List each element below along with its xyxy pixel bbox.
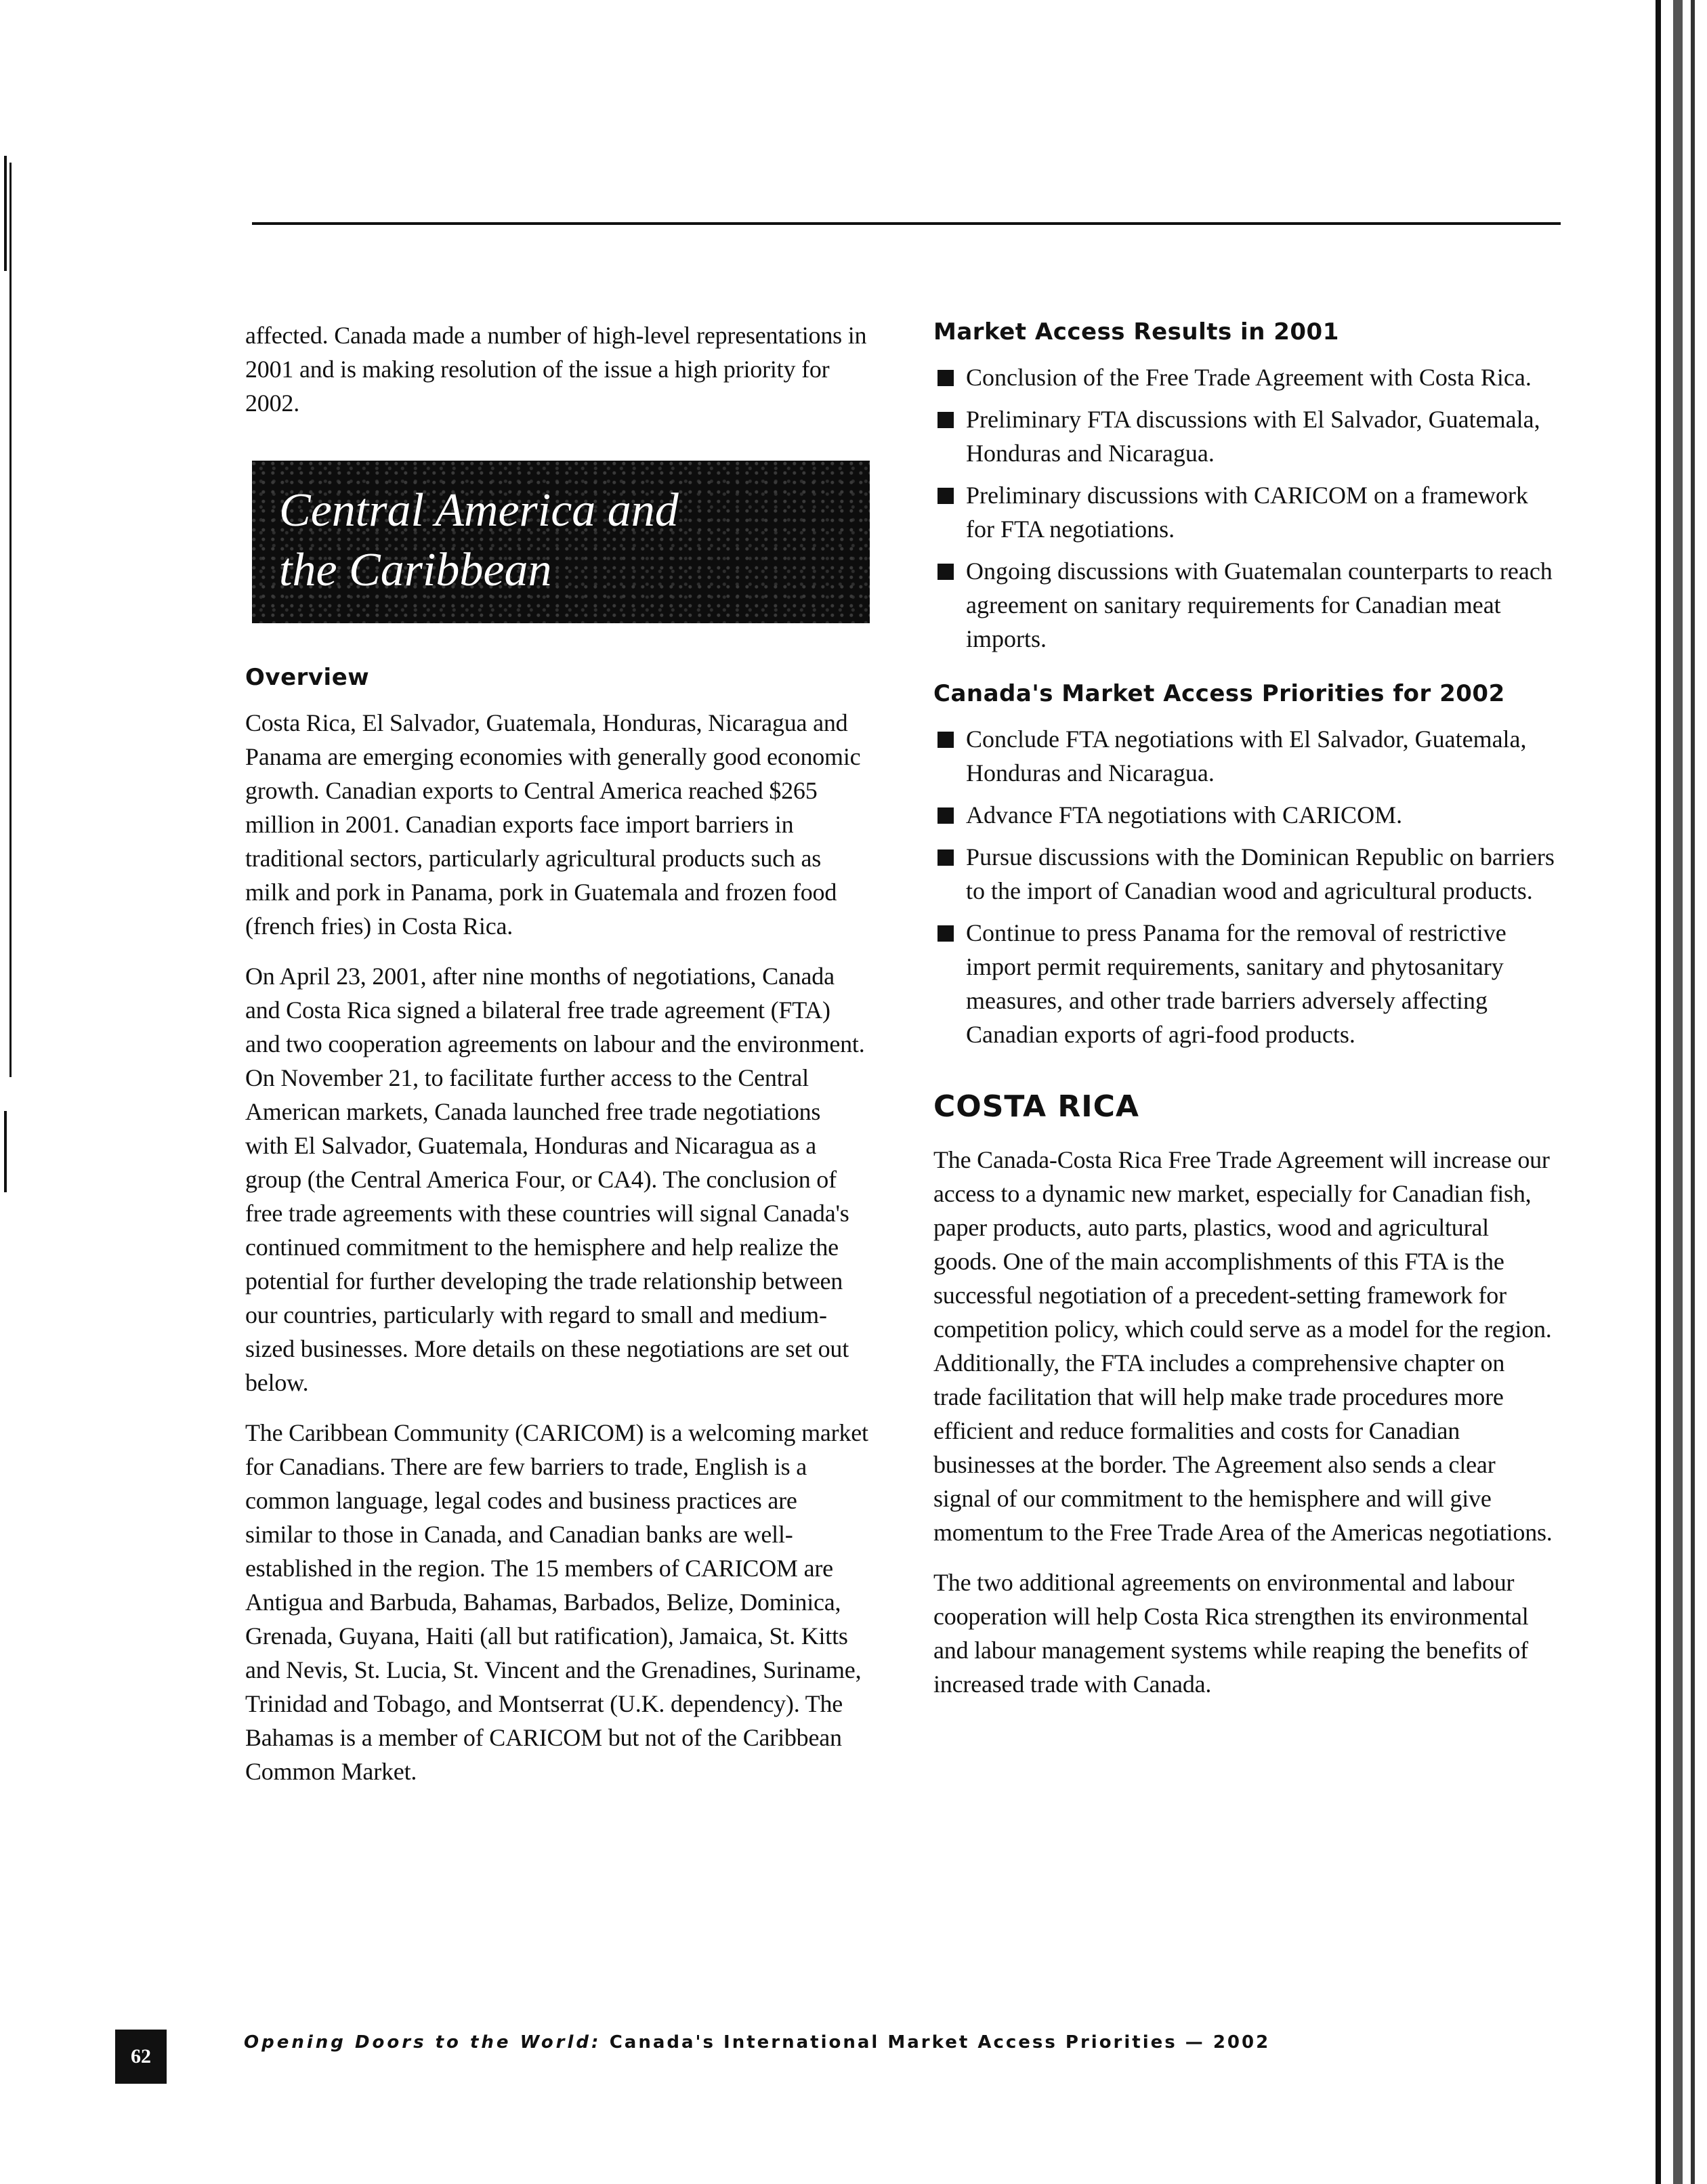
footer-title-italic: Opening Doors to the World: bbox=[244, 2032, 602, 2053]
overview-paragraph-1: Costa Rica, El Salvador, Guatemala, Honduras, Nicaragua and Panama are emerging economies with generally good economic growth. Canadian exports to Central America reached $265 million in 2001. Canadian exports face import barriers in traditional sectors, particularly agricultural products such as milk and pork in Panama, pork in Guatemala and frozen food (french fries) in Costa Rica. bbox=[245, 709, 861, 940]
scan-edge-right-1 bbox=[1656, 0, 1661, 2184]
list-item: Pursue discussions with the Dominican Republic on barriers to the import of Canadian wood and agricultural products. bbox=[933, 840, 1557, 908]
scan-edge-left-3 bbox=[4, 1111, 7, 1192]
overview-paragraph-3: The Caribbean Community (CARICOM) is a welcoming market for Canadians. There are few barriers to trade, English is a common language, legal codes and business practices are similar to those in Canada, and Canadian banks are well-established in the region. The 15 members of CARICOM are Antigua and Barbuda, Bahamas, Barbados, Belize, Dominica, Grenada, Guyana, Haiti (all but ratification), Jamaica, St. Kitts and Nevis, St. Lucia, St. Vincent and the Grenadines, Suriname, Trinidad and Tobago, and Montserrat (U.K. dependency). The Bahamas is a member of CARICOM but not of the Caribbean Common Market. bbox=[245, 1419, 868, 1785]
section-banner bbox=[252, 461, 870, 623]
list-item: Continue to press Panama for the removal of restrictive import permit requirements, sanitary and phytosanitary measures, and other trade barriers adversely affecting Canadian exports of agri-food products. bbox=[933, 916, 1557, 1051]
running-footer bbox=[244, 2032, 1463, 2053]
overview-paragraph-2: On April 23, 2001, after nine months of negotiations, Canada and Costa Rica signed a bilateral free trade agreement (FTA) and two cooperation agreements on labour and the environment. On November 21, to facilitate further access to the Central American markets, Canada launched free trade negotiations with El Salvador, Guatemala, Honduras and Nicaragua as a group (the Central America Four, or CA4). The conclusion of free trade agreements with these countries will signal Canada's continued commitment to the hemisphere and help realize the potential for further developing the trade relationship between our countries, particularly with regard to small and medium-sized businesses. More details on these negotiations are set out below. bbox=[245, 963, 865, 1396]
list-item: Ongoing discussions with Guatemalan counterparts to reach agreement on sanitary requirements for Canadian meat imports. bbox=[933, 554, 1557, 656]
left-column bbox=[245, 318, 868, 1805]
intro-paragraph: affected. Canada made a number of high-level representations in 2001 and is making resolution of the issue a high priority for 2002. bbox=[245, 322, 867, 417]
scan-edge-right-3 bbox=[1691, 0, 1695, 2184]
list-item: Advance FTA negotiations with CARICOM. bbox=[933, 798, 1557, 832]
list-item: Conclusion of the Free Trade Agreement with Costa Rica. bbox=[933, 360, 1557, 394]
country-heading: COSTA RICA bbox=[933, 1089, 1139, 1124]
page-number: 62 bbox=[115, 2030, 167, 2084]
scan-edge-left-1 bbox=[4, 156, 7, 271]
list-item: Preliminary discussions with CARICOM on a framework for FTA negotiations. bbox=[933, 478, 1557, 546]
top-rule bbox=[252, 222, 1561, 225]
list-item: Preliminary FTA discussions with El Salvador, Guatemala, Honduras and Nicaragua. bbox=[933, 402, 1557, 470]
results-list bbox=[933, 360, 1557, 656]
scan-edge-right-2 bbox=[1673, 0, 1683, 2184]
footer-title-rest: Canada's International Market Access Priorities — 2002 bbox=[609, 2032, 1271, 2053]
banner-title: Central America and the Caribbean bbox=[279, 484, 679, 596]
priorities-heading: Canada's Market Access Priorities for 2002 bbox=[933, 680, 1505, 707]
scan-edge-left-2 bbox=[9, 163, 12, 1077]
list-item: Conclude FTA negotiations with El Salvador, Guatemala, Honduras and Nicaragua. bbox=[933, 722, 1557, 790]
costa-rica-paragraph-2: The two additional agreements on environmental and labour cooperation will help Costa Rica strengthen its environmental and labour management systems while reaping the benefits of increased trade with Canada. bbox=[933, 1569, 1529, 1698]
overview-heading: Overview bbox=[245, 664, 370, 691]
costa-rica-paragraph-1: The Canada-Costa Rica Free Trade Agreement will increase our access to a dynamic new market, especially for Canadian fish, paper products, auto parts, plastics, wood and agricultural goods. One of the main accomplishments of this FTA is the successful negotiation of a precedent-setting framework for competition policy, which could serve as a model for the region. Additionally, the FTA includes a comprehensive chapter on trade facilitation that will help make trade procedures more efficient and reduce formalities and costs for Canadian businesses at the border. The Agreement also sends a clear signal of our commitment to the hemisphere and will give momentum to the Free Trade Area of the Americas negotiations. bbox=[933, 1146, 1553, 1546]
right-column bbox=[933, 318, 1557, 1717]
results-heading: Market Access Results in 2001 bbox=[933, 318, 1339, 345]
priorities-list bbox=[933, 722, 1557, 1051]
